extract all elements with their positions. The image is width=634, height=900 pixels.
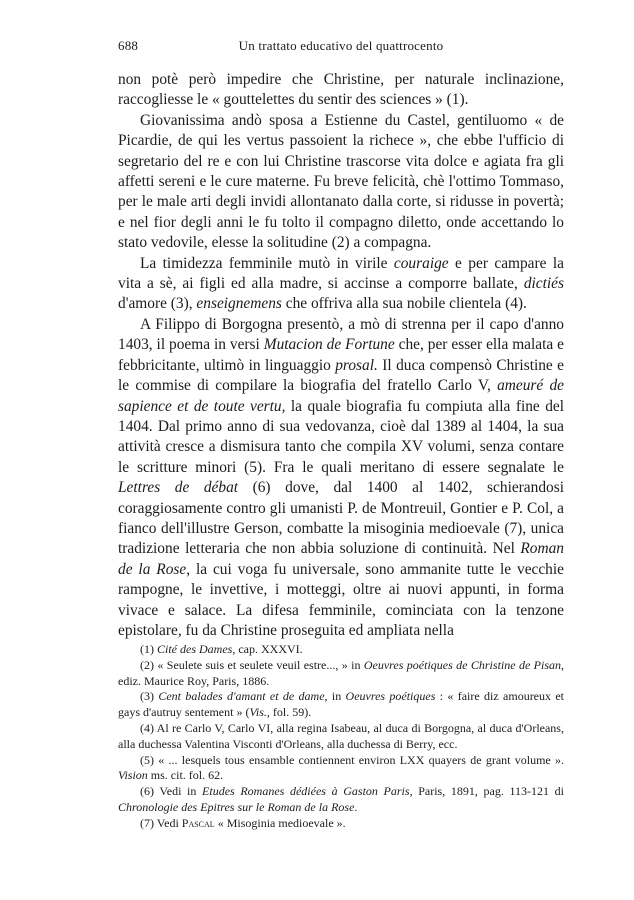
paragraph: Giovanissima andò sposa a Estienne du Castel, gentiluomo « de Picardie, de qui les vertus passoient la richece », che ebbe l'ufficio di segretario del re e con lui Christine trascorse vita dolce e agiata fra gli affetti sereni e le cure materne. Fu breve felicità, chè l'ottimo Tommaso, per le male arti degli invidi allontanato dalla corte, si ridusse in povertà; e nel fior degli anni le fu tolto il compagno diletto, onde accettando lo stato vedovile, elesse la solitudine (2) a compagna. — [118, 111, 564, 252]
paragraph: non potè però impedire che Christine, per naturale inclinazione, raccogliesse le « gouttelettes du sentir des sciences » (1). — [118, 71, 564, 109]
footnote: (1) Cité des Dames, cap. XXXVI. — [140, 642, 303, 656]
page-header — [118, 38, 564, 56]
footnote: (2) « Seulete suis et seulete veuil estre..., » in Oeuvres poétiques de Christine de Pisan, ediz. Maurice Roy, Paris, 1886. — [118, 657, 564, 688]
main-text — [118, 70, 564, 641]
running-title: Un trattato educativo del quattrocento — [238, 38, 444, 53]
footnote: (3) Cent balades d'amant et de dame, in Oeuvres poétiques : « faire diz amoureux et gays d'autruy sentement » (Vis., fol. 59). — [118, 689, 565, 720]
footnote: (7) Vedi Pascal « Misoginia medioevale ». — [140, 815, 346, 830]
footnote: (4) Al re Carlo V, Carlo VI, alla regina Isabeau, al duca di Borgogna, al duca d'Orleans, alla duchessa Valentina Visconti d'Orleans, alla duchessa di Berry, ecc. — [118, 720, 564, 751]
paragraph: A Filippo di Borgogna presentò, a mò di strenna per il capo d'anno 1403, il poema in versi Mutacion de Fortune che, per esser ella malata e febbricitante, ultimò in linguaggio prosal. Il duca compensò Christine e le commise di compilare la biografia del fratello Carlo V, ameuré de sapience et de toute vertu, la quale biografia fu compiuta alla fine del 1404. Dal primo anno di sua vedovanza, cioè dal 1389 al 1404, la sua attività cresce a dismisura tanto che compila XV volumi, senza contare le scritture minori (5). Fra le quali meritano di essere segnalate le Lettres de débat (6) dove, dal 1400 al 1402, schierandosi coraggiosamente contro gli umanisti P. de Montreuil, Gontier e P. Col, a fianco dell'illustre Gerson, combatte la misoginia medioevale (7), unica tradizione letteraria che non abbia soluzione di continuità. Nel Roman de la Rose, la cui voga fu universale, sono ammanite tutte le vecchie rampogne, le invettive, i motteggi, oltre ai nuovi appunti, in forma vivace e salace. La difesa femminile, cominciata con la tenzone epistolare, fu da Christine proseguita ed ampliata nella — [118, 315, 565, 639]
footnote: (5) « ... lesquels tous ensamble contiennent environ LXX quayers de grant volume ». Vision ms. cit. fol. 62. — [118, 752, 564, 783]
footnote: (6) Vedi in Etudes Romanes dédiées à Gaston Paris, Paris, 1891, pag. 113-121 di Chronologie des Epitres sur le Roman de la Rose. — [118, 784, 564, 814]
paragraph: La timidezza femminile mutò in virile couraige e per campare la vita a sè, ai figli ed alla madre, si accinse a comporre ballate, dictiés d'amore (3), enseignemens che offriva alla sua nobile clientela (4). — [118, 254, 564, 313]
footnotes — [118, 642, 564, 832]
page-number: 688 — [118, 38, 139, 53]
